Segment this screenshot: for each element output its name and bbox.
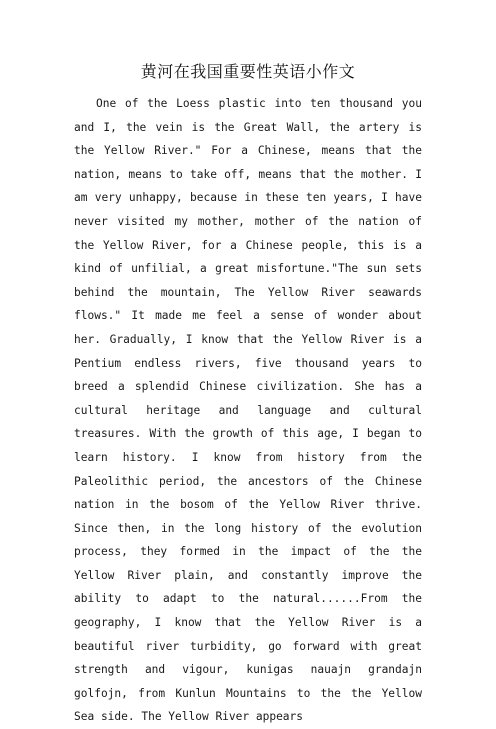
document-title: 黄河在我国重要性英语小作文 <box>140 62 356 81</box>
essay-paragraph: One of the Loess plastic into ten thousand you and I, the vein is the Great Wall, the artery is the Yellow River." For a Chinese, means that the nation, means to take off, means that the mother. I am very unhappy, because in these ten years, I have never visited my mother, mother of the nation of the Yellow River, for a Chinese people, this is a kind of unfilial, a great misfortune."The sun sets behind the mountain, The Yellow River seawards flows." It made me feel a sense of wonder about her. Gradually, I know that the Yellow River is a Pentium endless rivers, five thousand years to breed a splendid Chinese civilization. She has a cultural heritage and language and cultural treasures. With the growth of this age, I began to learn history. I know from history from the Paleolithic period, the ancestors of the Chinese nation in the bosom of the Yellow River thrive. Since then, in the long history of the evolution process, they formed in the impact of the the Yellow River plain, and constantly improve the ability to adapt to the natural......From the geography, I know that the Yellow River is a beautiful river turbidity, go forward with great strength and vigour, kunigas nauajn grandajn golfojn, from Kunlun Mountains to the the Yellow Sea side. The Yellow River appears <box>74 97 422 724</box>
